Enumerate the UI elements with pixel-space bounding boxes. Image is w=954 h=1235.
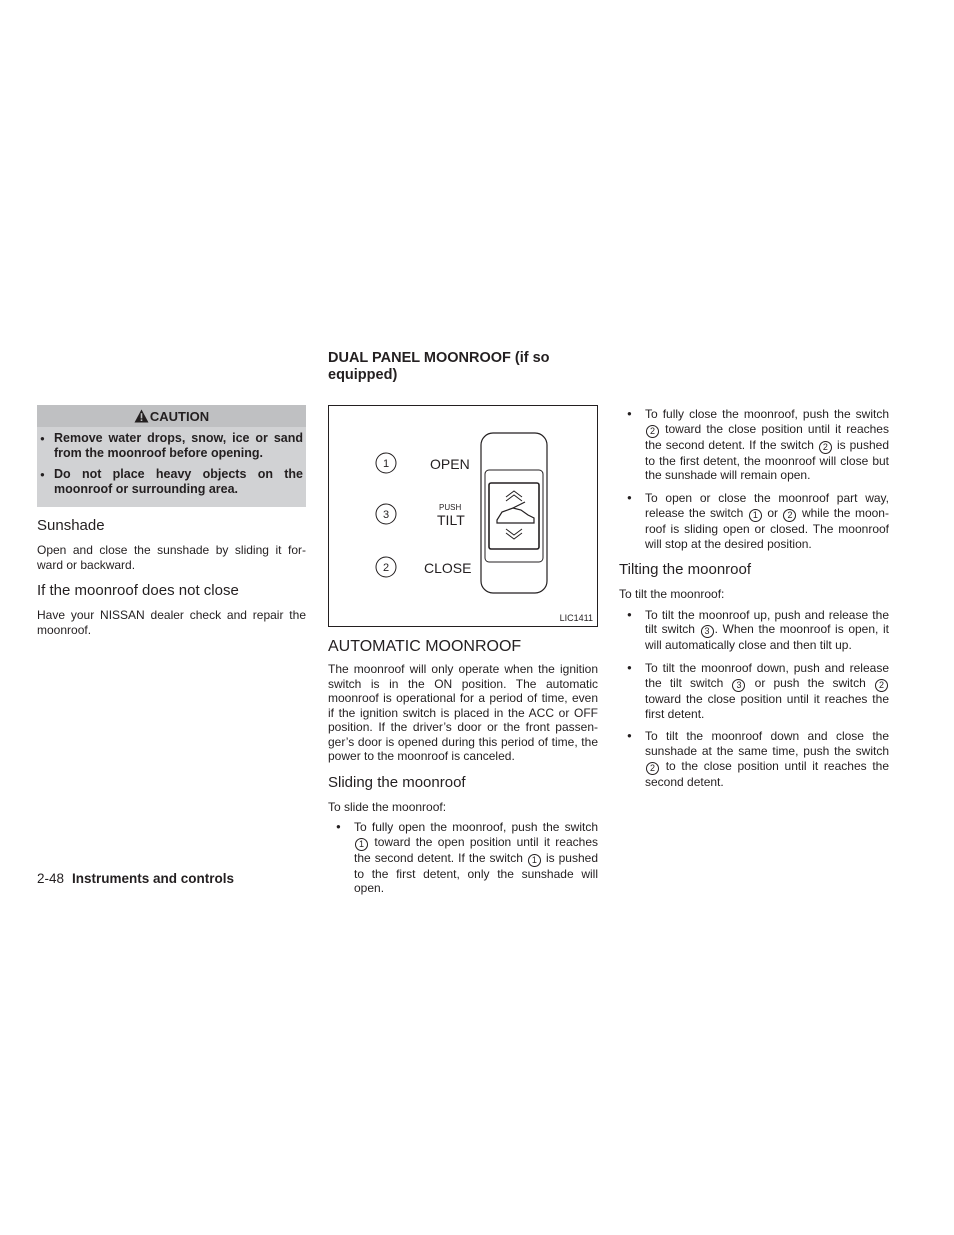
automatic-moonroof-text: The moonroof will only operate when the ignition switch is in the ON position. The automatic moonroof is operational for a period of time, even if the ignition switch is placed in the ACC or OFF position. If the driver’s door or the front passen-ger’s door is opened during this period of time, the power to the moonroof is canceled.	[328, 662, 598, 763]
bullet-text: To fully open the moonroof, push the switch	[354, 820, 598, 834]
tilting-bullet	[619, 661, 889, 721]
switch-number-badge: 3	[701, 625, 714, 638]
automatic-moonroof-title: AUTOMATIC MOONROOF	[328, 638, 522, 655]
callout-number-2: 2	[382, 562, 390, 574]
bullet-text: To tilt the moonroof down, push and release the tilt switch	[645, 661, 889, 690]
sunshade-text: Open and close the sunshade by sliding it for-ward or backward.	[37, 543, 306, 572]
callout-number-3: 3	[382, 509, 390, 521]
bullet-text: toward the open position until it reaches the second detent. If the switch	[354, 834, 599, 865]
not-close-text: Have your NISSAN dealer check and repair the moonroof.	[37, 608, 306, 637]
bullet-text: To tilt the moonroof up, push and release the tilt switch	[645, 607, 889, 637]
bullet-text: To open or close the moonroof part way, release the switch	[645, 491, 889, 520]
bullet-text: to the close position until it reaches the second detent.	[645, 758, 889, 789]
sliding-list	[328, 820, 598, 896]
right-column	[619, 403, 889, 797]
sliding-bullet	[619, 407, 889, 483]
bullet-text: . When the moonroof is open, it will automatically close and then tilt up.	[645, 622, 889, 653]
switch-number-badge: 1	[355, 838, 368, 851]
switch-number-badge: 2	[783, 509, 796, 522]
bullet-text: while the moon-roof is sliding open or closed. The moonroof will stop at the desired position.	[645, 505, 889, 551]
tilting-intro: To tilt the moonroof:	[619, 587, 725, 602]
sliding-bullet	[619, 491, 889, 551]
caution-box	[37, 405, 306, 507]
section-title: Instruments and controls	[72, 871, 235, 886]
switch-number-badge: 1	[528, 854, 541, 867]
switch-number-badge: 2	[646, 425, 659, 438]
bullet-text: is pushed to the first detent, only the sunshade will open.	[354, 850, 598, 896]
middle-column	[328, 350, 598, 904]
caution-header	[37, 405, 306, 427]
sliding-bullet	[328, 820, 598, 896]
tilting-bullet	[619, 608, 889, 653]
open-label: OPEN	[430, 456, 470, 472]
not-close-title: If the moonroof does not close	[37, 582, 239, 599]
warning-triangle-icon	[134, 409, 149, 423]
sliding-title: Sliding the moonroof	[328, 773, 466, 791]
bullet-text: or	[767, 505, 778, 520]
switch-number-badge: 2	[646, 762, 659, 775]
caution-list	[37, 427, 306, 497]
tilting-list	[619, 608, 889, 790]
push-label: PUSH	[439, 503, 462, 512]
page-heading: DUAL PANEL MOONROOF (if so equipped)	[328, 350, 550, 383]
bullet-text: or push the switch	[754, 675, 866, 690]
switch-number-badge: 2	[819, 441, 832, 454]
bullet-text: To fully close the moonroof, push the switch	[645, 407, 889, 421]
tilting-bullet	[619, 729, 889, 789]
close-label: CLOSE	[424, 560, 472, 576]
bullet-text: is pushed to the first detent, the moonroof will close but the sunshade will remain open.	[645, 437, 889, 483]
callout-number-1: 1	[382, 458, 390, 470]
switch-number-badge: 3	[732, 679, 745, 692]
bullet-text: toward the close position until it reaches the first detent.	[645, 691, 889, 721]
moonroof-switch-figure	[328, 405, 598, 627]
caution-item: ● Do not place heavy objects on the moonroof or surrounding area.	[37, 467, 303, 497]
bullet-text: To tilt the moonroof down and close the sunshade at the same time, push the switch	[645, 729, 889, 758]
left-column	[37, 405, 306, 643]
sunshade-title: Sunshade	[37, 517, 105, 534]
tilt-label: TILT	[437, 512, 465, 528]
caution-item: ● Remove water drops, snow, ice or sand from the moonroof before opening.	[37, 431, 303, 461]
moonroof-switch-diagram	[329, 406, 597, 626]
caution-title: CAUTION	[149, 408, 210, 424]
switch-number-badge: 1	[749, 509, 762, 522]
bullet-text: toward the close position until it reaches the second detent. If the switch	[645, 421, 889, 452]
figure-code: LIC1411	[559, 613, 593, 623]
sliding-intro: To slide the moonroof:	[328, 799, 447, 814]
tilting-title: Tilting the moonroof	[619, 561, 752, 579]
sliding-list-continued	[619, 407, 889, 551]
page-number: 2-48	[37, 871, 65, 886]
page-footer	[37, 871, 234, 886]
switch-number-badge: 2	[875, 679, 888, 692]
